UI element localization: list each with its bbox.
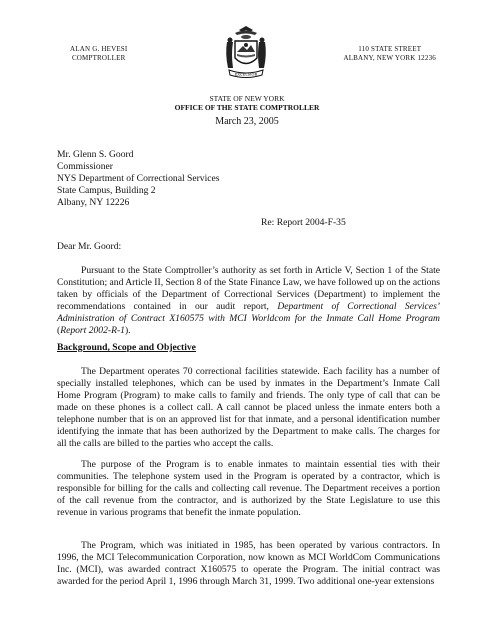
comptroller-title: COMPTROLLER — [71, 54, 126, 62]
office-heading — [0, 94, 494, 112]
report-title: Department of Correctional Services’ Administration of Contract X160575 with MCI Worldcom for the Inmate Call Home Program — [57, 301, 441, 324]
comptroller-name: ALAN G. HEVESI — [70, 45, 128, 53]
address-block — [343, 45, 436, 63]
intro-text: Pursuant to the State Comptroller’s authority as set forth in Article V, Section 1 of the State Constitution; and Article II, Section 8 of the State Finance Law, we have followed up on the actions taken by officials of the Department of Correctional Services (Department) to implement the recommendations contained in our audit report, — [57, 265, 440, 312]
state-seal-icon — [217, 24, 275, 82]
body-paragraph-3: The Program, which was initiated in 1985, has been operated by various contractors. In 1996, the MCI Telecommunication Corporation, now known as MCI WorldCom Communications Inc. (MCI), was awarded contract X160575 to operate the Program. The initial contract was awarded for the period April 1, 1996 through March 31, 1999. Two additional one-year extensions — [57, 540, 440, 587]
recipient-name: Mr. Glenn S. Goord — [57, 149, 134, 160]
recipient-title: Commissioner — [57, 161, 113, 172]
reference-line: Re: Report 2004-F-35 — [261, 217, 346, 228]
street-address: 110 STATE STREET — [358, 45, 422, 53]
letter-date: March 23, 2005 — [215, 116, 279, 127]
recipient-building: State Campus, Building 2 — [57, 185, 156, 196]
office-name: OFFICE OF THE STATE COMPTROLLER — [174, 103, 320, 112]
salutation: Dear Mr. Goord: — [57, 241, 122, 252]
state-line: STATE OF NEW YORK — [209, 94, 285, 103]
recipient-department: NYS Department of Correctional Services — [57, 173, 220, 184]
seal-motto: EXCELSIOR — [234, 72, 258, 77]
section-heading: Background, Scope and Objective — [57, 342, 196, 353]
comptroller-name-block — [70, 45, 127, 63]
body-paragraph-2: The purpose of the Program is to enable inmates to maintain essential ties with their communities. The telephone system used in the Program is operated by a contractor, which is responsible for billing for the calls and collecting call revenue. The Department receives a portion of the call revenue from the contractor, and is authorized by the State Legislature to use this revenue in various programs that benefit the inmate population. — [57, 459, 440, 518]
report-number: Report 2002-R-1 — [60, 325, 125, 336]
recipient-address — [57, 149, 220, 209]
city-address: ALBANY, NEW YORK 12236 — [343, 54, 436, 62]
intro-paragraph: Pursuant to the State Comptroller’s authority as set forth in Article V, Section 1 of the State Constitution; and Article II, Section 8 of the State Finance Law, we have followed up on the actions taken by officials of the Department of Correctional Services (Department) to implement the recommendations contained in our audit report, Department of Correctional Services’ Administration of Contract X160575 with MCI Worldcom for the Inmate Call Home Program (Report 2002-R-1). — [57, 265, 441, 336]
body-paragraph-1: The Department operates 70 correctional facilities statewide. Each facility has a number of specially installed telephones, which can be used by inmates in the Department’s Inmate Call Home Program (Program) to make calls to family and friends. The only type of call that can be made on these phones is a collect call. A call cannot be placed unless the inmate enters both a telephone number that is on an approved list for that inmate, and a personal identification number identifying the inmate that has been authorized by the Department to make calls. The charges for all the calls are billed to the parties who accept the calls. — [57, 366, 440, 449]
recipient-city: Albany, NY 12226 — [57, 197, 130, 208]
